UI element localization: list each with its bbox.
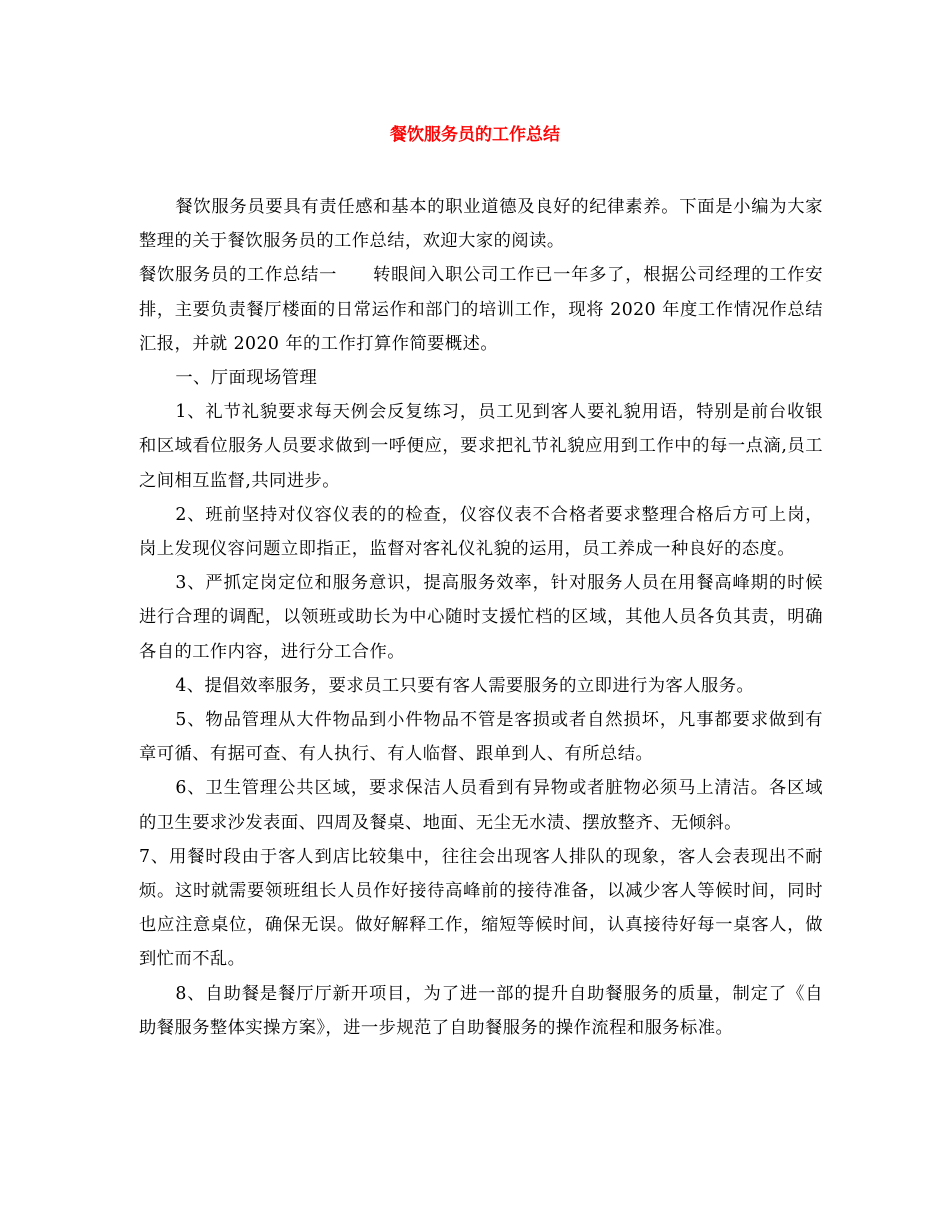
paragraph-item-3: 3、严抓定岗定位和服务意识，提高服务效率，针对服务人员在用餐高峰期的时候进行合理的调配，以领班或助长为中心随时支援忙档的区域，其他人员各负其责，明确各自的工作内容，进行分工合作。 [139,573,823,662]
document-title: 餐饮服务员的工作总结 [390,125,560,145]
paragraph-item-5: 5、物品管理从大件物品到小件物品不管是客损或者自然损坏，凡事都要求做到有章可循、有据可查、有人执行、有人临督、跟单到人、有所总结。 [139,710,823,765]
paragraph-item-2: 2、班前坚持对仪容仪表的的检查，仪容仪表不合格者要求整理合格后方可上岗，岗上发现仪容问题立即指正，监督对客礼仪礼貌的运用，员工养成一种良好的态度。 [139,504,823,560]
paragraph-item-8: 8、自助餐是餐厅厅新开项目，为了进一部的提升自助餐服务的质量，制定了《自助餐服务整体实操方案》，进一步规范了自助餐服务的操作流程和服务标准。 [139,983,823,1038]
section-heading-hall-management: 一、厅面现场管理 [175,368,318,389]
paragraph-intro: 餐饮服务员要具有责任感和基本的职业道德及良好的纪律素养。下面是小编为大家整理的关于餐饮服务员的工作总结，欢迎大家的阅读。 [139,197,823,252]
document-body [139,190,823,1045]
paragraph-item-4: 4、提倡效率服务，要求员工只要有客人需要服务的立即进行为客人服务。 [175,675,755,696]
paragraph-summary-one: 餐饮服务员的工作总结一 转眼间入职公司工作已一年多了，根据公司经理的工作安排，主要负责餐厅楼面的日常运作和部门的培训工作，现将 2020 年度工作情况作总结汇报，并就 2020 年的工作打算作简要概述。 [139,265,823,354]
paragraph-item-7: 7、用餐时段由于客人到店比较集中，往往会出现客人排队的现象，客人会表现出不耐烦。这时就需要领班组长人员作好接待高峰前的接待准备，以减少客人等候时间，同时也应注意桌位，确保无误。做好解释工作，缩短等候时间，认真接待好每一桌客人，做到忙而不乱。 [139,846,823,970]
paragraph-item-6: 6、卫生管理公共区域，要求保洁人员看到有异物或者脏物必须马上清洁。各区域的卫生要求沙发表面、四周及餐桌、地面、无尘无水渍、摆放整齐、无倾斜。 [139,778,823,833]
paragraph-item-1: 1、礼节礼貌要求每天例会反复练习，员工见到客人要礼貌用语，特别是前台收银和区域看位服务人员要求做到一呼便应，要求把礼节礼貌应用到工作中的每一点滴,员工之间相互监督,共同进步。 [139,402,823,491]
